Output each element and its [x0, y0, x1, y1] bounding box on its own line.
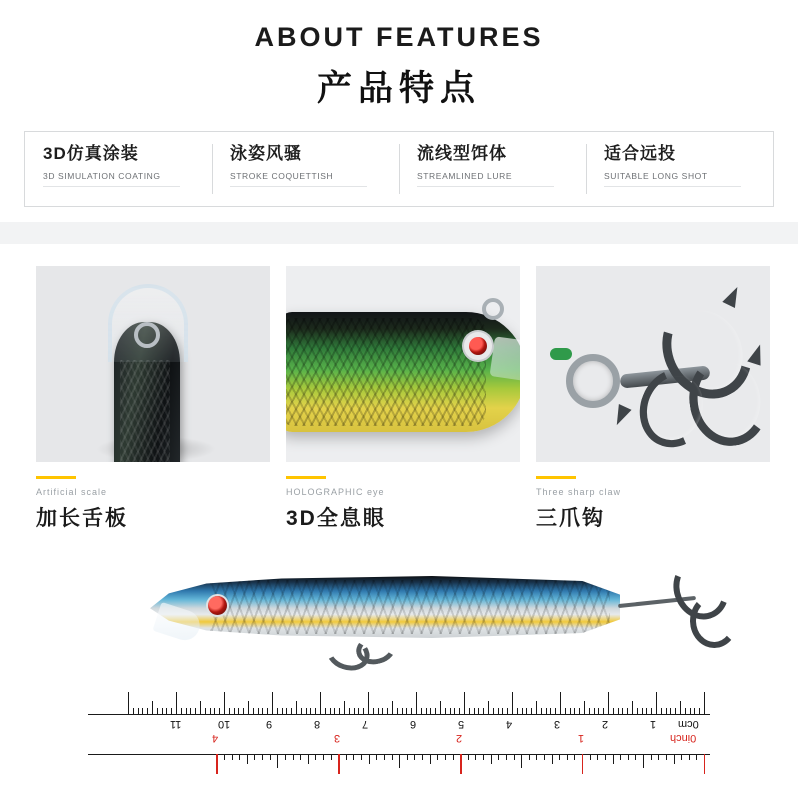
ruler-tick-cm: [483, 708, 484, 714]
ruler-tick-cm: [315, 708, 316, 714]
ruler-tick-inch: [635, 754, 636, 760]
ruler-tick-cm: [229, 708, 230, 714]
ruler-label-inch: 1: [578, 732, 585, 744]
ruler-tick-cm: [459, 708, 460, 714]
ruler-label-cm: 4: [506, 718, 513, 730]
ruler-tick-inch: [574, 754, 575, 760]
ruler-tick-inch: [346, 754, 347, 760]
ruler-tick-cm: [373, 708, 374, 714]
page-header: [0, 0, 798, 111]
ruler-tick-inch: [407, 754, 408, 760]
ruler-tick-cm: [243, 708, 244, 714]
ruler-tick-cm: [464, 692, 465, 714]
ruler-tick-inch: [270, 754, 271, 760]
feature-item-3: [399, 132, 586, 206]
feature-label-cn: 泳姿风骚: [230, 144, 302, 163]
ruler-tick-cm: [584, 701, 585, 714]
ruler-tick-cm: [325, 708, 326, 714]
ruler-tick-cm: [690, 708, 691, 714]
ruler-tick-inch: [628, 754, 629, 760]
ruler-tick-cm: [627, 708, 628, 714]
ruler-tick-inch: [392, 754, 393, 760]
ruler-tick-cm: [498, 708, 499, 714]
feature-label-en: STROKE COQUETTISH: [230, 171, 334, 181]
ruler-tick-cm: [646, 708, 647, 714]
ruler-tick-cm: [416, 692, 417, 714]
ruler-tick-inch: [353, 754, 354, 760]
feature-label-en: SUITABLE LONG SHOT: [604, 171, 708, 181]
ruler-tick-cm: [675, 708, 676, 714]
ruler-tick-inch: [460, 754, 461, 774]
ruler-tick-inch: [247, 754, 248, 764]
feature-label-en: 3D SIMULATION COATING: [43, 171, 161, 181]
ruler-tick-cm: [277, 708, 278, 714]
ruler-tick-inch: [308, 754, 309, 764]
card-caption-cn: 加长舌板: [36, 507, 128, 530]
ruler-tick-cm: [157, 708, 158, 714]
caption-accent-bar: [536, 476, 576, 479]
ruler-label-cm: 10: [218, 718, 231, 730]
section-divider-band: [0, 222, 798, 244]
ruler-tick-cm: [670, 708, 671, 714]
ruler-label-inch: 3: [334, 732, 341, 744]
ruler-tick-cm: [694, 708, 695, 714]
feature-label-cn: 适合远投: [604, 144, 676, 163]
ruler-tick-cm: [685, 708, 686, 714]
ruler-tick-cm: [147, 708, 148, 714]
ruler-tick-cm: [162, 708, 163, 714]
ruler-tick-cm: [642, 708, 643, 714]
treble-hook-closeup-photo: [536, 266, 770, 462]
ruler-tick-cm: [440, 701, 441, 714]
ruler-tick-cm: [603, 708, 604, 714]
ruler-tick-cm: [622, 708, 623, 714]
ruler-label-cm: 6: [410, 718, 417, 730]
ruler-tick-cm: [176, 692, 177, 714]
ruler-tick-cm: [704, 692, 705, 714]
ruler-tick-cm: [555, 708, 556, 714]
ruler-tick-inch: [620, 754, 621, 760]
ruler-tick-cm: [661, 708, 662, 714]
ruler-tick-cm: [210, 708, 211, 714]
ruler-tick-inch: [666, 754, 667, 760]
ruler-tick-inch: [506, 754, 507, 760]
ruler-tick-inch: [597, 754, 598, 760]
ruler-tick-inch: [300, 754, 301, 760]
ruler-tick-cm: [560, 692, 561, 714]
ruler-tick-cm: [421, 708, 422, 714]
ruler-tick-inch: [232, 754, 233, 760]
ruler-tick-cm: [224, 692, 225, 714]
ruler-tick-cm: [411, 708, 412, 714]
ruler-tick-cm: [310, 708, 311, 714]
ruler-tick-cm: [435, 708, 436, 714]
ruler-label-cm: 3: [554, 718, 561, 730]
ruler-tick-cm: [320, 692, 321, 714]
feature-underline: [417, 186, 554, 187]
ruler-tick-cm: [282, 708, 283, 714]
ruler-label-cm: 8: [314, 718, 321, 730]
ruler-tick-inch: [643, 754, 644, 768]
ruler-tick-cm: [618, 708, 619, 714]
ruler-tick-inch: [475, 754, 476, 760]
feature-item-4: [586, 132, 773, 206]
ruler-tick-cm: [378, 708, 379, 714]
ruler-tick-cm: [406, 708, 407, 714]
ruler-tick-cm: [512, 692, 513, 714]
ruler-tick-cm: [517, 708, 518, 714]
caption-accent-bar: [286, 476, 326, 479]
ruler-tick-inch: [384, 754, 385, 760]
ruler-tick-cm: [186, 708, 187, 714]
feature-underline: [43, 186, 180, 187]
ruler-tick-inch: [361, 754, 362, 760]
ruler-tick-cm: [608, 692, 609, 714]
feature-item-1: [25, 132, 212, 206]
ruler-tick-cm: [531, 708, 532, 714]
ruler-tick-inch: [582, 754, 583, 774]
ruler-tick-cm: [219, 708, 220, 714]
ruler-tick-cm: [349, 708, 350, 714]
ruler-label-inch: 2: [456, 732, 463, 744]
ruler-tick-inch: [338, 754, 339, 774]
ruler-tick-cm: [594, 708, 595, 714]
ruler-tick-inch: [414, 754, 415, 760]
ruler-tick-inch: [315, 754, 316, 760]
detail-card-1: [36, 266, 270, 532]
ruler-tick-inch: [224, 754, 225, 760]
ruler-tick-inch: [323, 754, 324, 760]
ruler-tick-cm: [579, 708, 580, 714]
ruler-tick-cm: [574, 708, 575, 714]
ruler-tick-cm: [306, 708, 307, 714]
detail-card-2: [286, 266, 520, 532]
ruler-tick-inch: [658, 754, 659, 760]
ruler-tick-cm: [339, 708, 340, 714]
ruler-tick-cm: [128, 692, 129, 714]
card-caption-en: HOLOGRAPHIC eye: [286, 487, 385, 497]
detail-card-3: [536, 266, 770, 532]
ruler-tick-cm: [205, 708, 206, 714]
ruler-tick-inch: [399, 754, 400, 768]
ruler-tick-cm: [330, 708, 331, 714]
card-caption-en: Three sharp claw: [536, 487, 622, 497]
ruler-tick-inch: [498, 754, 499, 760]
ruler-tick-cm: [272, 692, 273, 714]
ruler-tick-inch: [529, 754, 530, 760]
ruler-tick-inch: [468, 754, 469, 760]
ruler-tick-cm: [450, 708, 451, 714]
ruler-tick-cm: [142, 708, 143, 714]
ruler-tick-cm: [363, 708, 364, 714]
ruler-label-cm: 2: [602, 718, 609, 730]
ruler-tick-cm: [526, 708, 527, 714]
ruler-tick-cm: [286, 708, 287, 714]
ruler-tick-inch: [437, 754, 438, 760]
ruler-tick-cm: [296, 701, 297, 714]
ruler-tick-cm: [138, 708, 139, 714]
ruler-tick-cm: [570, 708, 571, 714]
ruler-tick-inch: [681, 754, 682, 760]
detail-card-row: [36, 266, 762, 532]
ruler-tick-inch: [689, 754, 690, 760]
ruler-tick-cm: [507, 708, 508, 714]
ruler-tick-cm: [589, 708, 590, 714]
ruler-tick-cm: [171, 708, 172, 714]
ruler-tick-cm: [488, 701, 489, 714]
scale-ruler: [88, 688, 710, 786]
ruler-tick-inch: [430, 754, 431, 764]
ruler-tick-cm: [522, 708, 523, 714]
ruler-tick-cm: [200, 701, 201, 714]
ruler-tick-cm: [651, 708, 652, 714]
ruler-label-cm: 1: [650, 718, 657, 730]
ruler-tick-cm: [397, 708, 398, 714]
ruler-tick-cm: [666, 708, 667, 714]
ruler-tick-inch: [277, 754, 278, 768]
ruler-tick-cm: [426, 708, 427, 714]
ruler-tick-inch: [567, 754, 568, 760]
ruler-tick-inch: [651, 754, 652, 760]
ruler-tick-inch: [293, 754, 294, 760]
feature-label-cn: 流线型饵体: [417, 144, 507, 163]
ruler-tick-cm: [358, 708, 359, 714]
ruler-tick-inch: [483, 754, 484, 760]
ruler-tick-inch: [605, 754, 606, 760]
ruler-tick-inch: [254, 754, 255, 760]
card-caption-cn: 三爪钩: [536, 507, 605, 530]
ruler-tick-cm: [478, 708, 479, 714]
ruler-tick-cm: [546, 708, 547, 714]
ruler-tick-inch: [514, 754, 515, 760]
ruler-tick-cm: [536, 701, 537, 714]
ruler-tick-cm: [565, 708, 566, 714]
ruler-tick-cm: [238, 708, 239, 714]
ruler-tick-inch: [239, 754, 240, 760]
ruler-tick-inch: [536, 754, 537, 760]
ruler-tick-inch: [674, 754, 675, 764]
ruler-tick-inch: [552, 754, 553, 764]
ruler-tick-cm: [152, 701, 153, 714]
ruler-tick-cm: [613, 708, 614, 714]
ruler-tick-inch: [696, 754, 697, 760]
caption-accent-bar: [36, 476, 76, 479]
ruler-label-cm: 11: [170, 718, 182, 730]
ruler-label-cm: 9: [266, 718, 273, 730]
ruler-tick-cm: [214, 708, 215, 714]
page-title-cn: 产品特点: [316, 69, 481, 108]
ruler-tick-cm: [430, 708, 431, 714]
lure-lip-closeup-photo: [36, 266, 270, 462]
feature-label-en: STREAMLINED LURE: [417, 171, 513, 181]
lure-eye-closeup-photo: [286, 266, 520, 462]
page-title-en: ABOUT FEATURES: [254, 22, 544, 52]
ruler-tick-inch: [376, 754, 377, 760]
ruler-tick-inch: [285, 754, 286, 760]
ruler-tick-cm: [190, 708, 191, 714]
ruler-tick-cm: [680, 701, 681, 714]
ruler-tick-inch: [544, 754, 545, 760]
ruler-tick-cm: [402, 708, 403, 714]
ruler-tick-inch: [369, 754, 370, 764]
ruler-tick-cm: [502, 708, 503, 714]
ruler-tick-cm: [392, 701, 393, 714]
ruler-label-inch: 4: [212, 732, 219, 744]
ruler-tick-cm: [133, 708, 134, 714]
ruler-tick-inch: [453, 754, 454, 760]
ruler-tick-cm: [474, 708, 475, 714]
ruler-unit-inch: 0inch: [670, 732, 697, 744]
ruler-tick-inch: [613, 754, 614, 764]
ruler-tick-inch: [704, 754, 705, 774]
card-caption-en: Artificial scale: [36, 487, 108, 497]
ruler-tick-cm: [632, 701, 633, 714]
ruler-tick-cm: [656, 692, 657, 714]
ruler-unit-cm: 0cm: [678, 718, 699, 730]
ruler-tick-cm: [541, 708, 542, 714]
ruler-tick-cm: [234, 708, 235, 714]
ruler-tick-cm: [334, 708, 335, 714]
ruler-tick-cm: [598, 708, 599, 714]
ruler-tick-cm: [195, 708, 196, 714]
feature-list: [24, 131, 774, 207]
full-lure-photo: [150, 552, 750, 662]
ruler-tick-cm: [291, 708, 292, 714]
ruler-tick-inch: [590, 754, 591, 760]
ruler-tick-cm: [387, 708, 388, 714]
card-caption-cn: 3D全息眼: [286, 507, 386, 530]
ruler-tick-inch: [262, 754, 263, 760]
ruler-tick-cm: [382, 708, 383, 714]
ruler-tick-cm: [258, 708, 259, 714]
ruler-tick-cm: [166, 708, 167, 714]
ruler-tick-inch: [559, 754, 560, 760]
ruler-tick-cm: [445, 708, 446, 714]
ruler-tick-cm: [699, 708, 700, 714]
feature-underline: [230, 186, 367, 187]
ruler-tick-cm: [493, 708, 494, 714]
ruler-tick-inch: [422, 754, 423, 760]
ruler-tick-inch: [491, 754, 492, 764]
ruler-tick-cm: [637, 708, 638, 714]
ruler-tick-cm: [253, 708, 254, 714]
ruler-label-cm: 7: [362, 718, 369, 730]
ruler-tick-inch: [216, 754, 217, 774]
ruler-tick-cm: [368, 692, 369, 714]
ruler-label-cm: 5: [458, 718, 465, 730]
ruler-tick-cm: [469, 708, 470, 714]
ruler-tick-cm: [267, 708, 268, 714]
ruler-tick-cm: [301, 708, 302, 714]
ruler-tick-cm: [344, 701, 345, 714]
feature-underline: [604, 186, 741, 187]
ruler-tick-cm: [248, 701, 249, 714]
ruler-tick-inch: [331, 754, 332, 760]
ruler-tick-inch: [445, 754, 446, 760]
ruler-tick-cm: [181, 708, 182, 714]
feature-item-2: [212, 132, 399, 206]
ruler-tick-cm: [550, 708, 551, 714]
ruler-tick-inch: [521, 754, 522, 768]
ruler-tick-cm: [354, 708, 355, 714]
feature-label-cn: 3D仿真涂装: [43, 144, 139, 163]
ruler-tick-cm: [262, 708, 263, 714]
ruler-tick-cm: [454, 708, 455, 714]
ruler-cm-baseline: [88, 714, 710, 715]
